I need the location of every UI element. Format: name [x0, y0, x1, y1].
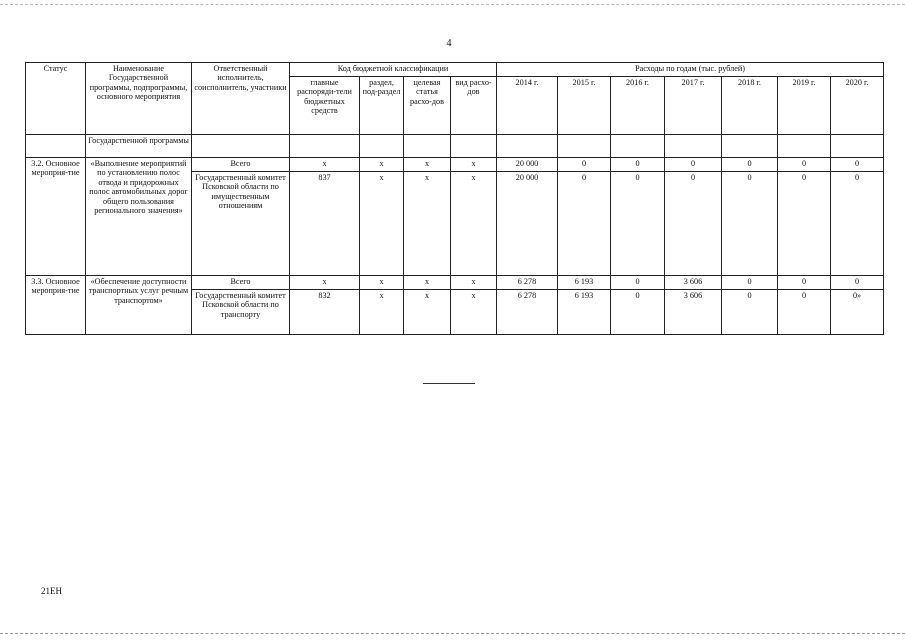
- cell: [722, 135, 778, 158]
- header-expense-group: Расходы по годам (тыс. рублей): [497, 63, 884, 77]
- page-number: 4: [446, 38, 452, 49]
- budget-table: [25, 62, 884, 335]
- row-name: «Обеспечение доступности транспортных услуг речным транспортом»: [86, 276, 192, 335]
- header-year-2016: 2016 г.: [611, 77, 665, 135]
- cell: [611, 135, 665, 158]
- code-cell: 837: [290, 172, 360, 276]
- row-total-label: Всего: [192, 158, 290, 172]
- value-cell: 0: [722, 158, 778, 172]
- row-name: «Выполнение мероприятий по установлению полос отвода и придорожных полос автомобильных дорог общего пользования регионального значения»: [86, 158, 192, 276]
- header-status: Статус: [26, 63, 86, 135]
- value-cell: 0: [778, 276, 831, 290]
- value-cell: 0: [722, 290, 778, 335]
- code-cell: x: [404, 172, 451, 276]
- row-status: 3.2. Основное мероприя-тие: [26, 158, 86, 276]
- code-cell: x: [404, 290, 451, 335]
- divider-line: [423, 383, 475, 384]
- scan-edge-top: [0, 4, 905, 5]
- value-cell: 0: [778, 290, 831, 335]
- value-cell: 3 606: [665, 290, 722, 335]
- value-cell: 6 278: [497, 290, 558, 335]
- cell: [404, 135, 451, 158]
- value-cell: 0: [558, 158, 611, 172]
- code-cell: x: [360, 290, 404, 335]
- value-cell: 0: [831, 276, 884, 290]
- header-year-2018: 2018 г.: [722, 77, 778, 135]
- table-row-continuation: [26, 135, 884, 158]
- value-cell: 6 278: [497, 276, 558, 290]
- value-cell: 0: [831, 172, 884, 276]
- header-code-target: целевая статья расхо-дов: [404, 77, 451, 135]
- header-year-2014: 2014 г.: [497, 77, 558, 135]
- value-cell: 3 606: [665, 276, 722, 290]
- row-detail-label: Государственный комитет Псковской области по имущественным отношениям: [192, 172, 290, 276]
- row-total-label: Всего: [192, 276, 290, 290]
- header-year-2017: 2017 г.: [665, 77, 722, 135]
- code-cell: 832: [290, 290, 360, 335]
- header-year-2020: 2020 г.: [831, 77, 884, 135]
- header-code-grbs: главные распоряди-тели бюджетных средств: [290, 77, 360, 135]
- value-cell: 0»: [831, 290, 884, 335]
- value-cell: 0: [665, 172, 722, 276]
- cell: [558, 135, 611, 158]
- code-cell: x: [360, 172, 404, 276]
- header-year-2019: 2019 г.: [778, 77, 831, 135]
- value-cell: 20 000: [497, 172, 558, 276]
- table-row: [26, 158, 884, 172]
- row-status: 3.3. Основное мероприя-тие: [26, 276, 86, 335]
- header-code-section: раздел, под-раздел: [360, 77, 404, 135]
- value-cell: 0: [722, 172, 778, 276]
- value-cell: 6 193: [558, 290, 611, 335]
- code-cell: x: [290, 158, 360, 172]
- footer-code: 21ЕН: [41, 586, 62, 596]
- cell: [831, 135, 884, 158]
- cell: [290, 135, 360, 158]
- code-cell: x: [451, 158, 497, 172]
- value-cell: 0: [611, 172, 665, 276]
- row-detail-label: Государственный комитет Псковской области по транспорту: [192, 290, 290, 335]
- cell: [26, 135, 86, 158]
- header-year-2015: 2015 г.: [558, 77, 611, 135]
- value-cell: 0: [665, 158, 722, 172]
- code-cell: x: [451, 172, 497, 276]
- value-cell: 0: [778, 158, 831, 172]
- cell: [451, 135, 497, 158]
- value-cell: 20 000: [497, 158, 558, 172]
- continuation-name: Государственной программы: [86, 135, 192, 158]
- value-cell: 0: [722, 276, 778, 290]
- code-cell: x: [404, 158, 451, 172]
- cell: [360, 135, 404, 158]
- header-name: Наименование Государственной программы, подпрограммы, основного мероприятия: [86, 63, 192, 135]
- code-cell: x: [451, 290, 497, 335]
- code-cell: x: [404, 276, 451, 290]
- cell: [778, 135, 831, 158]
- header-code-type: вид расхо-дов: [451, 77, 497, 135]
- header-row-group: [26, 63, 884, 77]
- value-cell: 0: [611, 276, 665, 290]
- code-cell: x: [451, 276, 497, 290]
- value-cell: 6 193: [558, 276, 611, 290]
- cell: [192, 135, 290, 158]
- scan-edge-bottom: [0, 633, 905, 634]
- header-responsible: Ответственный исполнитель, соисполнитель, участники: [192, 63, 290, 135]
- code-cell: x: [290, 276, 360, 290]
- value-cell: 0: [778, 172, 831, 276]
- cell: [497, 135, 558, 158]
- table-row: [26, 276, 884, 290]
- cell: [665, 135, 722, 158]
- value-cell: 0: [831, 158, 884, 172]
- value-cell: 0: [558, 172, 611, 276]
- code-cell: x: [360, 276, 404, 290]
- code-cell: x: [360, 158, 404, 172]
- value-cell: 0: [611, 290, 665, 335]
- header-code-group: Код бюджетной классификации: [290, 63, 497, 77]
- value-cell: 0: [611, 158, 665, 172]
